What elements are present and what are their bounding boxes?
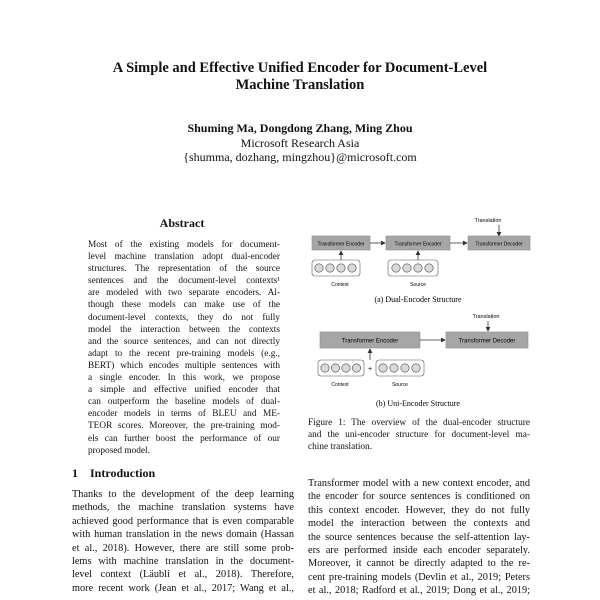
token-circle	[401, 364, 409, 372]
abstract-line: els can further boost the performance of our	[88, 433, 280, 444]
abstract-line: can outperform the baseline models of dual-	[88, 397, 280, 408]
dual-source-encoder-label: Transformer Encoder	[394, 241, 442, 248]
uni-context-label: Context	[331, 382, 349, 388]
intro-line: Thanks to the development of the deep learning	[72, 489, 294, 500]
section-heading-introduction	[72, 466, 155, 481]
abstract-line: a single encoder. In this work, we propose	[88, 373, 280, 384]
abstract-line: though these models can make use of the	[88, 300, 280, 311]
token-circle	[403, 264, 411, 272]
token-circle	[412, 364, 420, 372]
dual-subcaption: (a) Dual-Encoder Structure	[374, 295, 462, 304]
token-circle	[379, 364, 387, 372]
token-circle	[326, 264, 334, 272]
abstract-line: document-level contexts, they do not fully	[88, 312, 280, 323]
token-circle	[414, 264, 422, 272]
caption-line: chine translation.	[308, 442, 373, 453]
email: {shumma, dozhang, mingzhou}@microsoft.com	[183, 150, 417, 164]
token-circle	[425, 264, 433, 272]
dual-translation-label: Translation	[474, 218, 502, 224]
right-line: et al., 2018; Radford et al., 2019; Dong et al., 2019;	[308, 585, 530, 597]
uni-subcaption: (b) Uni-Encoder Structure	[376, 399, 460, 408]
uni-plus-sign: +	[367, 366, 373, 373]
introduction-body	[72, 488, 294, 595]
abstract-line: are modeled with two separate encoders. Al-	[88, 288, 280, 299]
abstract-line: and the source sentences, and can not directly	[88, 336, 280, 347]
abstract-line: Most of the existing models for document-	[88, 240, 280, 250]
uni-source-label: Source	[392, 382, 408, 388]
abstract-heading: Abstract	[159, 216, 205, 230]
right-line: model the interaction between the contexts and	[308, 518, 530, 530]
abstract-line: model the interaction between the contexts	[88, 324, 280, 335]
intro-line: methods, the machine translation systems have	[72, 502, 294, 514]
abstract-line: sentences and the document-level contexts¹	[88, 276, 280, 287]
right-line: the source sentences because the self-attention lay-	[308, 531, 530, 543]
intro-line: with human translation in the news domain (Hassan	[72, 529, 294, 541]
right-line: cent pre-training models (Devlin et al., 2019; Peters	[308, 571, 530, 583]
section-number: 1	[72, 466, 78, 480]
abstract-line: encoder models in terms of BLEU and ME-	[88, 409, 280, 420]
token-circle	[315, 264, 323, 272]
abstract-line: proposed model.	[88, 445, 150, 456]
token-circle	[321, 364, 329, 372]
uni-decoder-label: Transformer Decoder	[458, 338, 516, 345]
abstract-line: BERT) which encodes multiple sentences with	[88, 360, 280, 371]
intro-line: et al., 2018). However, there are still some prob-	[72, 542, 294, 554]
token-circle	[348, 264, 356, 272]
intro-line: more recent work (Jean et al., 2017; Wang et al.,	[72, 582, 294, 594]
abstract-line: a simple and effective unified encoder that	[88, 385, 280, 396]
caption-line: and the uni-encoder structure for document-level ma-	[308, 430, 530, 441]
abstract-body	[88, 239, 280, 457]
affiliation: Microsoft Research Asia	[240, 136, 360, 150]
right-column-body	[308, 477, 530, 598]
abstract-line: structures. The representation of the source	[88, 264, 280, 275]
token-circle	[392, 264, 400, 272]
title-line-2: Machine Translation	[235, 77, 365, 93]
abstract-line: TEOR scores. Moreover, the pre-training mod-	[88, 421, 280, 432]
dual-context-label: Context	[331, 282, 349, 288]
intro-line: achieved good performance that is even comparable	[72, 515, 294, 527]
intro-line: lems with machine translation in the document-	[72, 555, 294, 567]
dual-source-label: Source	[410, 282, 426, 288]
section-title: Introduction	[90, 466, 156, 480]
right-line: Transformer model with a new context encoder, and	[308, 478, 530, 489]
token-circle	[337, 264, 345, 272]
token-circle	[352, 364, 360, 372]
dual-context-encoder-label: Transformer Encoder	[317, 241, 365, 248]
abstract-line: level machine translation adopt dual-encoder	[88, 252, 280, 263]
right-line: this context encoder. However, they do not fully	[308, 504, 530, 516]
caption-line: Figure 1: The overview of the dual-encoder structure	[308, 418, 530, 428]
token-circle	[331, 364, 339, 372]
paper-title	[0, 60, 600, 94]
figure-1-diagram	[300, 208, 540, 413]
token-circle	[342, 364, 350, 372]
uni-translation-label: Translation	[472, 314, 500, 320]
right-line: ers are performed inside each encoder separately.	[308, 544, 530, 556]
authors: Shuming Ma, Dongdong Zhang, Ming Zhou	[187, 121, 413, 135]
title-line-1: A Simple and Effective Unified Encoder for Document-Level	[112, 60, 488, 76]
right-line: Moreover, it cannot be directly adapted to the re-	[308, 558, 530, 570]
right-line: the encoder for source sentences is conditioned on	[308, 491, 530, 503]
uni-encoder-label: Transformer Encoder	[341, 338, 399, 345]
abstract-line: adapt to the recent pre-training models (e.g.,	[88, 348, 280, 359]
token-circle	[390, 364, 398, 372]
dual-decoder-label: Transformer Decoder	[475, 241, 523, 248]
figure-caption	[308, 417, 530, 453]
intro-line: level context (Läubli et al., 2018). Therefore,	[72, 569, 294, 581]
